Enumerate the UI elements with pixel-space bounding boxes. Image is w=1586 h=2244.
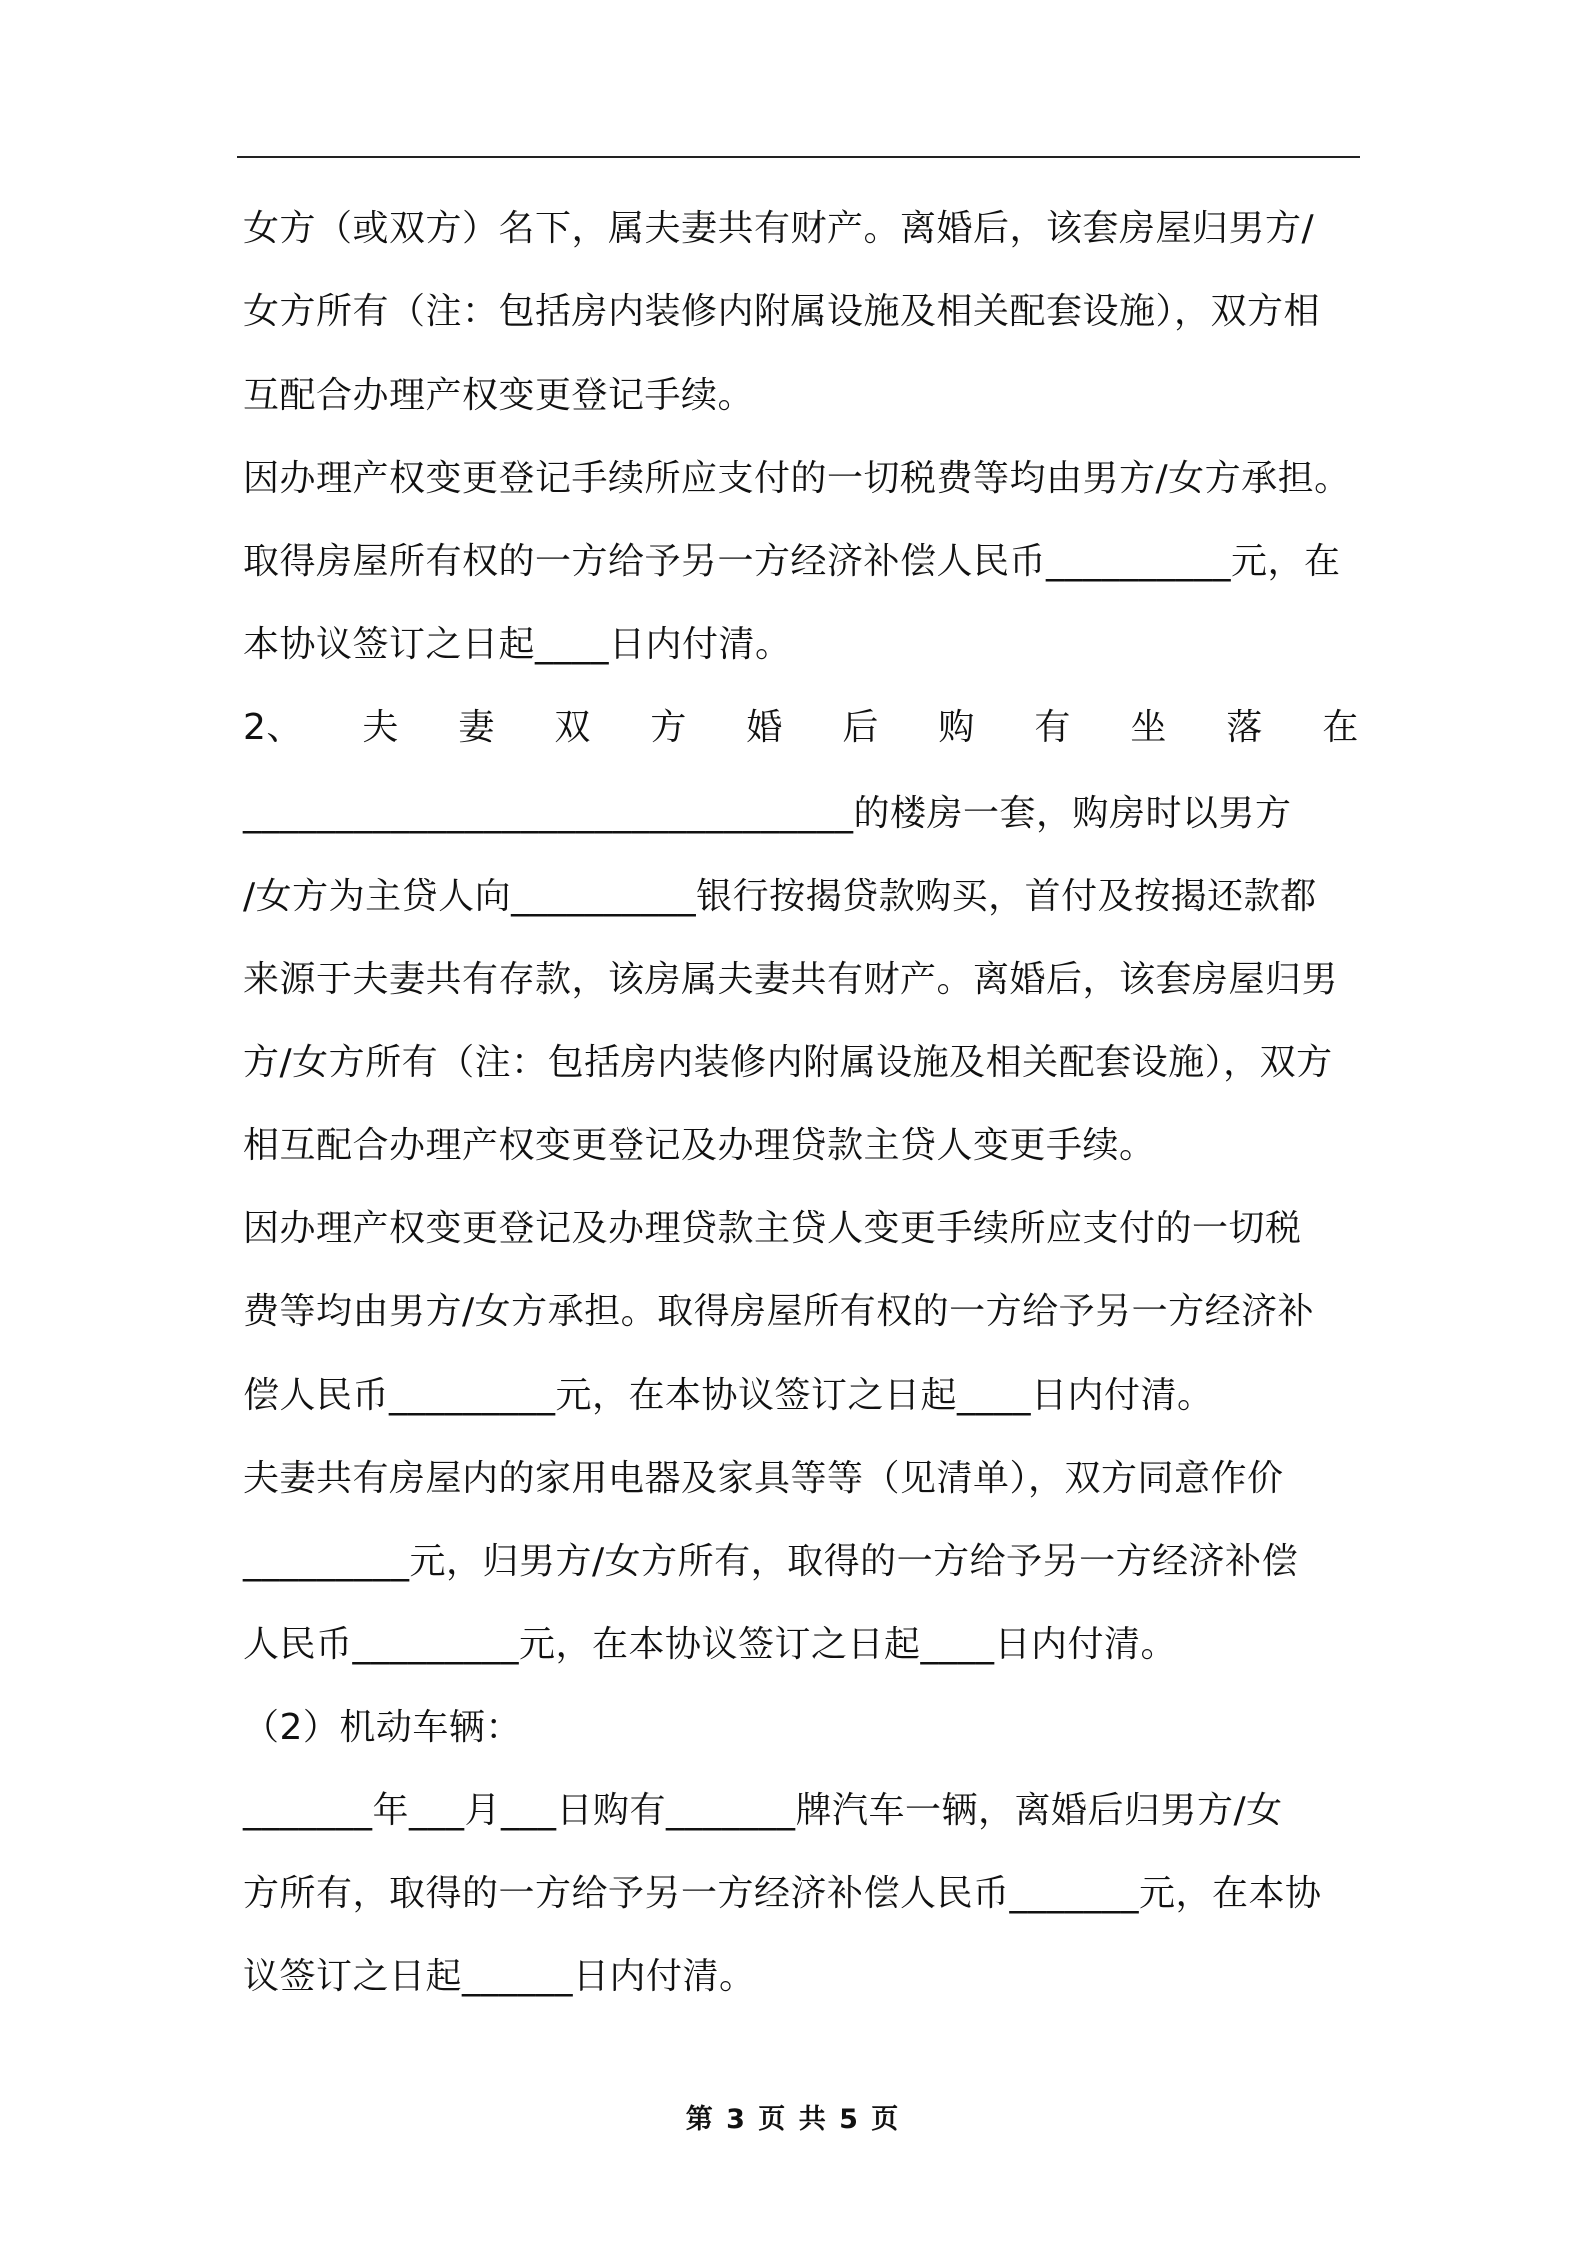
spaced-char: 有 [1034,707,1071,748]
text-line-12: 相互配合办理产权变更登记及办理贷款主贷人变更手续。 [243,1125,1156,1166]
text-line-17: _________元，归男方/女方所有，取得的一方给予另一方经济补偿 [243,1541,1299,1582]
text-line-3: 互配合办理产权变更登记手续。 [243,375,755,416]
text-line-14: 费等均由男方/女方承担。取得房屋所有权的一方给予另一方经济补 [243,1291,1315,1332]
header-rule [237,156,1360,158]
text-line-5: 取得房屋所有权的一方给予另一方经济补偿人民币__________元，在 [243,541,1341,582]
text-line-22: 议签订之日起______日内付清。 [243,1956,756,1997]
spaced-char: 2、 [243,707,303,748]
text-line-8: _________________________________的楼房一套，购房时以男方 [243,793,1292,834]
text-line-16: 夫妻共有房屋内的家用电器及家具等等（见清单），双方同意作价 [243,1458,1284,1499]
spaced-char: 在 [1322,707,1359,748]
text-line-9: /女方为主贷人向__________银行按揭贷款购买，首付及按揭还款都 [243,876,1317,917]
text-line-7-spaced [243,704,1359,752]
text-line-11: 方/女方所有（注：包括房内装修内附属设施及相关配套设施），双方 [243,1042,1333,1083]
spaced-char: 双 [554,707,591,748]
text-line-10: 来源于夫妻共有存款，该房属夫妻共有财产。离婚后，该套房屋归男 [243,959,1339,1000]
text-line-21: 方所有，取得的一方给予另一方经济补偿人民币_______元，在本协 [243,1873,1322,1914]
text-line-20: _______年___月___日购有_______牌汽车一辆，离婚后归男方/女 [243,1790,1283,1831]
spaced-char: 妻 [458,707,495,748]
text-line-4: 因办理产权变更登记手续所应支付的一切税费等均由男方/女方承担。 [243,458,1351,499]
spaced-char: 后 [842,707,879,748]
spaced-char: 婚 [746,707,783,748]
text-line-15: 偿人民币_________元，在本协议签订之日起____日内付清。 [243,1375,1214,1416]
text-line-19: （2）机动车辆： [243,1707,522,1748]
spaced-char: 夫 [362,707,399,748]
spaced-char: 坐 [1130,707,1167,748]
text-line-1: 女方（或双方）名下，属夫妻共有财产。离婚后，该套房屋归男方/ [243,208,1315,249]
spaced-char: 方 [650,707,687,748]
text-line-2: 女方所有（注：包括房内装修内附属设施及相关配套设施），双方相 [243,291,1321,332]
spaced-char: 落 [1226,707,1263,748]
text-line-18: 人民币_________元，在本协议签订之日起____日内付清。 [243,1624,1178,1665]
spaced-char: 购 [938,707,975,748]
text-line-6: 本协议签订之日起____日内付清。 [243,624,792,665]
page-number-footer: 第 3 页 共 5 页 [685,2104,901,2135]
text-line-13: 因办理产权变更登记及办理贷款主贷人变更手续所应支付的一切税 [243,1208,1302,1249]
